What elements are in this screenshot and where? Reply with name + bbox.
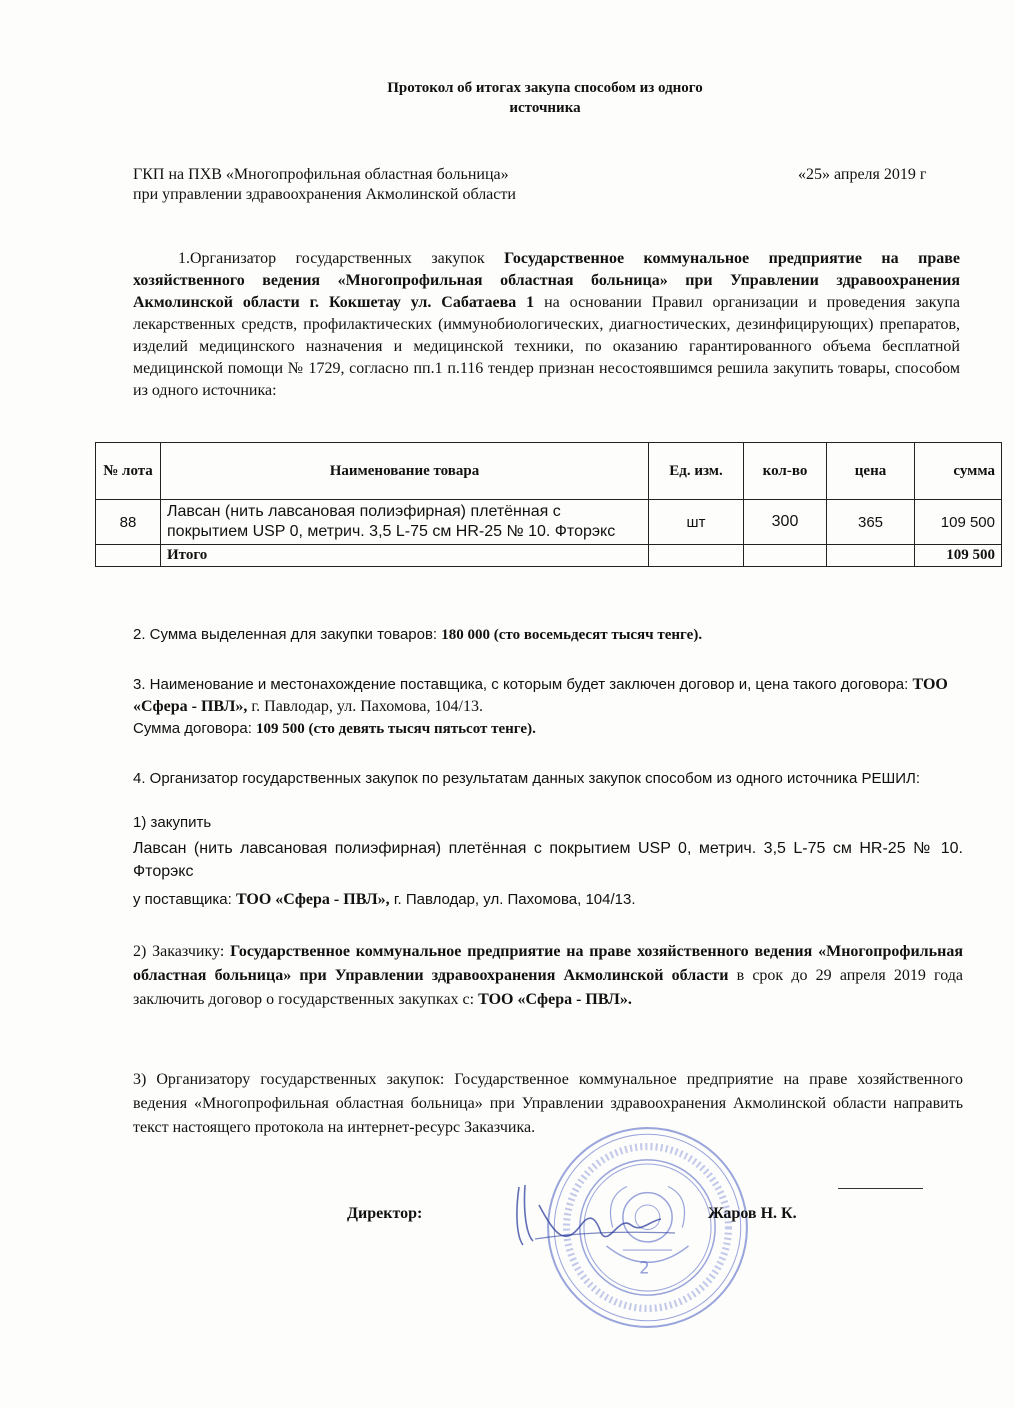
header-sum: сумма [915, 443, 1002, 500]
director-label: Директор: [347, 1205, 423, 1222]
section-3-paragraph [133, 674, 963, 740]
item-2-customer: Государственное коммунальное предприятие на праве хозяйственного ведения «Многопрофильная областная больница» при Управлении здравоохранения Акмолинской области [133, 943, 963, 984]
item-3-paragraph: 3) Организатору государственных закупок: Государственное коммунальное предприятие на праве хозяйственного ведения «Многопрофильная областная больница» при Управлении здравоохранения Акмолинской области направить текст настоящего протокола на интернет-ресурс Заказчика. [133, 1071, 963, 1136]
item-2-prefix: 2) Заказчику: [133, 943, 231, 960]
cell-lot: 88 [96, 500, 161, 545]
director-signature [505, 1175, 685, 1255]
section-2-paragraph [133, 624, 983, 646]
header-lot-number: № лота [96, 443, 161, 500]
section-4-product: Лавсан (нить лавсановая полиэфирная) плетённая с покрытием USP 0, метрич. 3,5 L-75 см HR-25 № 10. Фторэкс [133, 840, 963, 880]
section-4-supplier-label: у поставщика: [133, 891, 236, 908]
section-1-prefix: 1.Организатор государственных закупок [178, 250, 505, 267]
cell-quantity: 300 [744, 500, 827, 545]
cell-total-empty-1 [96, 545, 161, 567]
section-4-supplier-line [133, 891, 636, 909]
header-product-name: Наименование товара [161, 443, 649, 500]
cell-total-label: Итого [161, 545, 649, 567]
cell-total-empty-4 [827, 545, 915, 567]
table-row [96, 500, 1002, 545]
section-4-item-1: 1) закупить [133, 814, 212, 831]
title-line-2: источника [509, 100, 581, 116]
cell-unit: шт [649, 500, 744, 545]
header-quantity: кол-во [744, 443, 827, 500]
svg-text:2: 2 [639, 1258, 650, 1278]
section-3-address: г. Павлодар, ул. Пахомова, 104/13. [247, 698, 483, 715]
section-4-supplier: ТОО «Сфера - ПВЛ», [235, 891, 390, 908]
section-1-body: на основании Правил организации и проведения закупа лекарственных средств, профилактических (иммунобиологических, диагностических, дезинфицирующих) препаратов, изделий медицинского назначения и медицинской техники, по оказанию гарантированного объема бесплатной медицинской помощи № 1729, согласно пп.1 п.116 тендер признан несостоявшимся решила закупить товары, способом из одного источника: [133, 294, 960, 399]
organization-header [133, 165, 516, 205]
lots-table [95, 442, 1002, 567]
cell-total-sum: 109 500 [915, 545, 1002, 567]
section-3-supplier: ТОО «Сфера - ПВЛ», [133, 676, 948, 715]
title-line-1: Протокол об итогах закупа способом из одного [387, 80, 703, 96]
header-price: цена [827, 443, 915, 500]
section-1-paragraph [133, 248, 960, 402]
table-total-row [96, 545, 1002, 567]
signature-line [838, 1188, 923, 1189]
director-name: Жаров Н. К. [708, 1205, 797, 1222]
section-3-text: 3. Наименование и местонахождение поставщика, с которым будет заключен договор и, цена такого договора: [133, 676, 913, 693]
document-date: «25» апреля 2019 г [798, 166, 927, 183]
section-3-sum-value: 109 500 (сто девять тысяч пятьсот тенге). [256, 721, 536, 737]
table-header-row [96, 443, 1002, 500]
section-4-paragraph [133, 768, 963, 790]
cell-product-name: Лавсан (нить лавсановая полиэфирная) плетённая с покрытием USP 0, метрич. 3,5 L-75 см HR-25 № 10. Фторэкс [161, 500, 649, 545]
cell-total-empty-2 [649, 545, 744, 567]
section-2-amount: 180 000 (сто восемьдесят тысяч тенге). [441, 627, 703, 643]
section-3-sum-label: Сумма договора: [133, 720, 257, 737]
document-title [0, 78, 1015, 118]
organization-line-1: ГКП на ПХВ «Многопрофильная областная больница» [133, 166, 509, 183]
header-unit: Ед. изм. [649, 443, 744, 500]
section-1-organizer: Государственное коммунальное предприятие на праве хозяйственного ведения «Многопрофильная областная больница» при Управлении здравоохранения Акмолинской области г. Кокшетау ул. Сабатаева 1 [133, 250, 961, 311]
cell-sum: 109 500 [915, 500, 1002, 545]
item-2-body: в срок до 29 апреля 2019 года заключить договор о государственных закупках с: [133, 967, 963, 1008]
section-2-label: 2. Сумма выделенная для закупки товаров: [133, 626, 442, 643]
cell-price: 365 [827, 500, 915, 545]
section-4-text: 4. Организатор государственных закупок по результатам данных закупок способом из одного источника РЕШИЛ: [133, 770, 921, 787]
item-2-supplier: ТОО «Сфера - ПВЛ». [478, 991, 632, 1008]
item-2-paragraph [133, 940, 963, 1012]
organization-line-2: при управлении здравоохранения Акмолинской области [133, 186, 516, 203]
section-4-address: г. Павлодар, ул. Пахомова, 104/13. [389, 891, 636, 908]
cell-total-empty-3 [744, 545, 827, 567]
